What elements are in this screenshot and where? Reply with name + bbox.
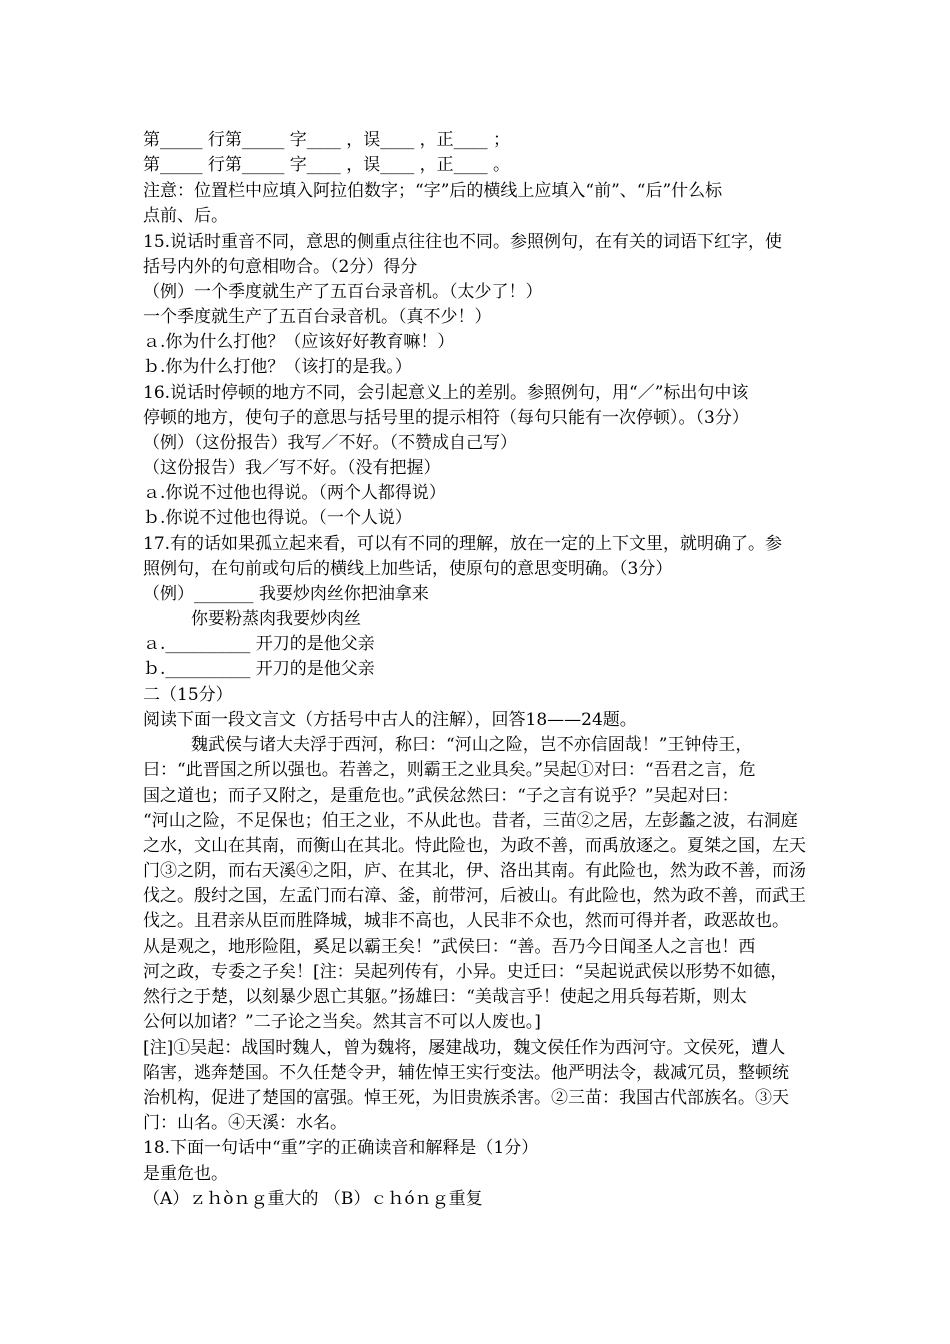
passage-line: 曰：“此晋国之所以强也。若善之，则霸王之业具矣。”吴起①对曰：“吾君之言，危	[143, 760, 756, 780]
footnote-line: 陷害，逃奔楚国。不久任楚令尹，辅佐悼王实行变法。他严明法令，裁减冗员，整顿统	[143, 1063, 789, 1083]
example-line: 你要粉蒸肉我要炒肉丝	[191, 609, 361, 629]
question-15: 15.说话时重音不同，意思的侧重点往往也不同。参照例句，在有关的词语下红字，使	[143, 232, 783, 252]
question-17: 17.有的话如果孤立起来看，可以有不同的理解，放在一定的上下文里，就明确了。参	[143, 534, 783, 554]
example-line: （例）_______ 我要炒肉丝你把油拿来	[143, 584, 429, 604]
footnote-line: 门：山名。④天溪：水名。	[143, 1113, 347, 1133]
instruction-line: 阅读下面一段文言文（方括号中古人的注解），回答18——24题。	[143, 710, 637, 730]
passage-line: 门③之阴，而右天溪④之阳，庐、在其北，伊、洛出其南。有此险也，然为政不善，而汤	[143, 861, 806, 881]
fill-blank-line-2: 第_____ 行第_____ 字____ ，误____ ，正____ 。	[143, 155, 511, 175]
passage-line: 从是观之，地形险阻，奚足以霸王矣！”武侯曰：“善。吾乃今日闻圣人之言也！西	[143, 937, 756, 957]
passage-line: 伐之。且君亲从臣而胜降城，城非不高也，人民非不众也，然而可得并者，政恶故也。	[143, 911, 789, 931]
example-line: （这份报告）我／写不好。（没有把握）	[143, 458, 441, 478]
passage-line: 公何以加诸？”二子论之当矣。然其言不可以人废也。]	[143, 1012, 541, 1032]
question-18-sentence: 是重危也。	[143, 1164, 228, 1184]
question-18-options: （A）ｚｈòｎｇ重大的 （B）ｃｈóｎｇ重复	[143, 1189, 483, 1209]
item-line: ａ.你说不过他也得说。（两个人都得说）	[143, 483, 446, 503]
question-18: 18.下面一句话中“重”字的正确读音和解释是（1分）	[143, 1138, 539, 1158]
note-line: 点前、后。	[143, 206, 228, 226]
item-line: ｂ.__________ 开刀的是他父亲	[143, 659, 375, 679]
note-line: 注意：位置栏中应填入阿拉伯数字；“字”后的横线上应填入“前”、“后”什么标	[143, 181, 723, 201]
example-line: （例）（这份报告）我写／不好。（不赞成自己写）	[143, 433, 517, 453]
item-line: ｂ.你说不过他也得说。（一个人说）	[143, 508, 412, 528]
passage-line: 之水，文山在其南，而衡山在其北。恃此险也，为政不善，而禹放逐之。夏桀之国，左天	[143, 836, 806, 856]
fill-blank-line-1: 第_____ 行第_____ 字____ ，误____ ，正____ ；	[143, 130, 511, 150]
item-line: ａ.你为什么打他？（应该好好教育嘛！）	[143, 332, 455, 352]
passage-line: “河山之险，不足保也；伯王之业，不从此也。昔者，三苗②之居，左彭蠡之波，右洞庭	[143, 811, 798, 831]
question-16: 停顿的地方，使句子的意思与括号里的提示相符（每句只能有一次停顿）。（3分）	[143, 408, 749, 428]
example-line: 一个季度就生产了五百台录音机。（真不少！）	[143, 307, 492, 327]
footnote-line: [注]①吴起：战国时魏人，曾为魏将，屡建战功，魏文侯任作为西河守。文侯死，遭人	[143, 1038, 786, 1058]
item-line: ｂ.你为什么打他？（该打的是我。）	[143, 357, 412, 377]
question-15: 括号内外的句意相吻合。（2分）得分	[143, 257, 418, 277]
footnote-line: 治机构，促进了楚国的富强。悼王死，为旧贵族杀害。②三苗：我国古代部族名。③天	[143, 1088, 789, 1108]
section-heading: 二（15分）	[143, 685, 233, 705]
passage-line: 伐之。殷纣之国，左孟门而右漳、釜，前带河，后被山。有此险也，然为政不善，而武王	[143, 886, 806, 906]
passage-line: 河之政，专委之子矣！[注：吴起列传有，小异。史迁曰：“吴起说武侯以形势不如德，	[143, 962, 788, 982]
question-17: 照例句，在句前或句后的横线上加些话，使原句的意思变明确。（3分）	[143, 559, 673, 579]
question-16: 16.说话时停顿的地方不同，会引起意义上的差别。参照例句，用“／”标出句中该	[143, 383, 749, 403]
passage-line: 然行之于楚，以刻暴少恩亡其躯。”扬雄曰：“美哉言乎！使起之用兵每若斯，则太	[143, 987, 747, 1007]
passage-line: 国之道也；而子又附之，是重危也。”武侯忿然曰：“子之言有说乎？”吴起对曰：	[143, 786, 739, 806]
passage-line: 魏武侯与诸大夫浮于西河，称曰：“河山之险，岂不亦信固哉！”王钟侍王，	[191, 735, 753, 755]
item-line: ａ.__________ 开刀的是他父亲	[143, 634, 375, 654]
example-line: （例）一个季度就生产了五百台录音机。（太少了！）	[143, 282, 543, 302]
